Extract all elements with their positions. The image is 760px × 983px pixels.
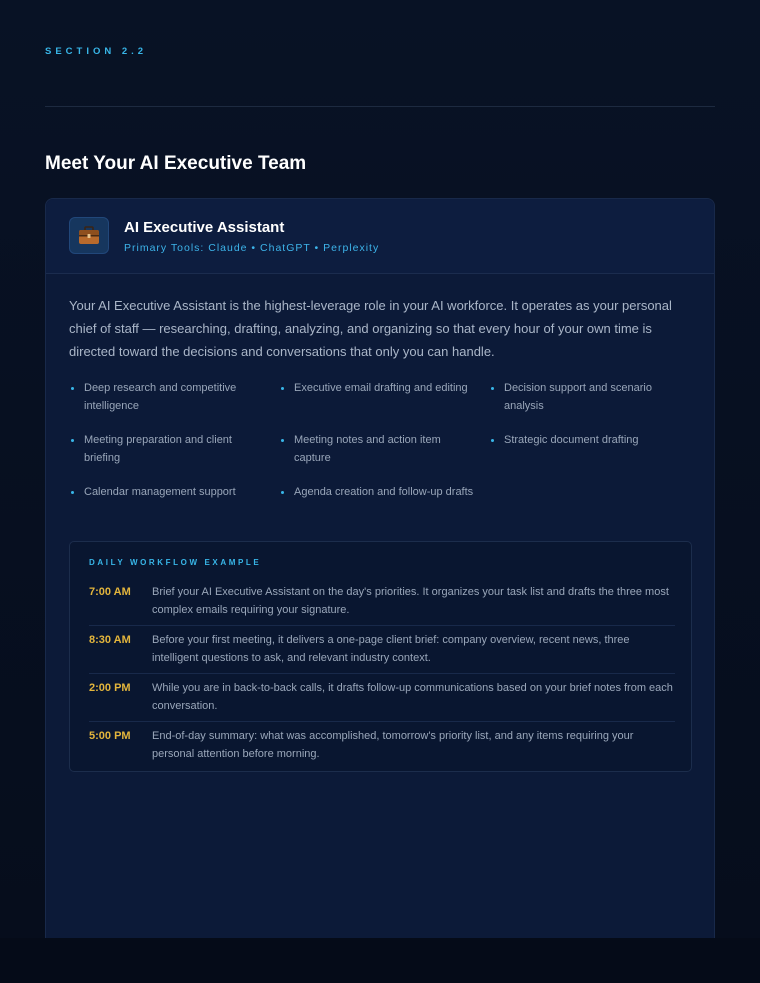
workflow-time: 2:00 PM [89, 682, 131, 694]
role-title: AI Executive Assistant [124, 219, 285, 236]
role-card [45, 198, 715, 938]
capability-item: Deep research and competitive intelligence [69, 380, 279, 415]
workflow-text: Brief your AI Executive Assistant on the day's priorities. It organizes your task list and drafts the three most complex emails requiring your signature. [152, 586, 669, 616]
workflow-time: 8:30 AM [89, 634, 131, 646]
workflow-text: End-of-day summary: what was accomplished, tomorrow's priority list, and any items requiring your personal attention before morning. [152, 730, 634, 760]
page-title: Meet Your AI Executive Team [45, 153, 307, 174]
briefcase-icon [69, 217, 109, 254]
workflow-row [89, 626, 675, 674]
workflow-time: 5:00 PM [89, 730, 131, 742]
capability-list [69, 380, 694, 502]
capability-item: Meeting preparation and client briefing [69, 432, 279, 467]
workflow-panel [69, 541, 692, 772]
workflow-text: While you are in back-to-back calls, it drafts follow-up communications based on your brief notes from each conversation. [152, 682, 673, 712]
capability-item: Meeting notes and action item capture [279, 432, 489, 467]
card-header [46, 199, 714, 274]
divider [45, 106, 715, 107]
capability-item: Decision support and scenario analysis [489, 380, 694, 415]
workflow-row [89, 674, 675, 722]
workflow-label: DAILY WORKFLOW EXAMPLE [89, 558, 262, 567]
primary-tools: Primary Tools: Claude • ChatGPT • Perplexity [124, 242, 380, 254]
workflow-row [89, 722, 675, 769]
workflow-text: Before your first meeting, it delivers a one-page client brief: company overview, recent news, three intelligent questions to ask, and relevant industry context. [152, 634, 630, 664]
workflow-time: 7:00 AM [89, 586, 131, 598]
workflow-row [89, 578, 675, 626]
section-label: SECTION 2.2 [45, 46, 148, 57]
role-description: Your AI Executive Assistant is the highest-leverage role in your AI workforce. It operates as your personal chief of staff — researching, drafting, analyzing, and organizing so that every hour of your own time is directed toward the decisions and conversations that only you can handle. [69, 298, 672, 359]
workflow-rows [89, 578, 675, 769]
capability-item: Agenda creation and follow-up drafts [279, 484, 489, 502]
capability-item: Calendar management support [69, 484, 279, 502]
capability-item: Strategic document drafting [489, 432, 694, 467]
capability-item: Executive email drafting and editing [279, 380, 489, 415]
